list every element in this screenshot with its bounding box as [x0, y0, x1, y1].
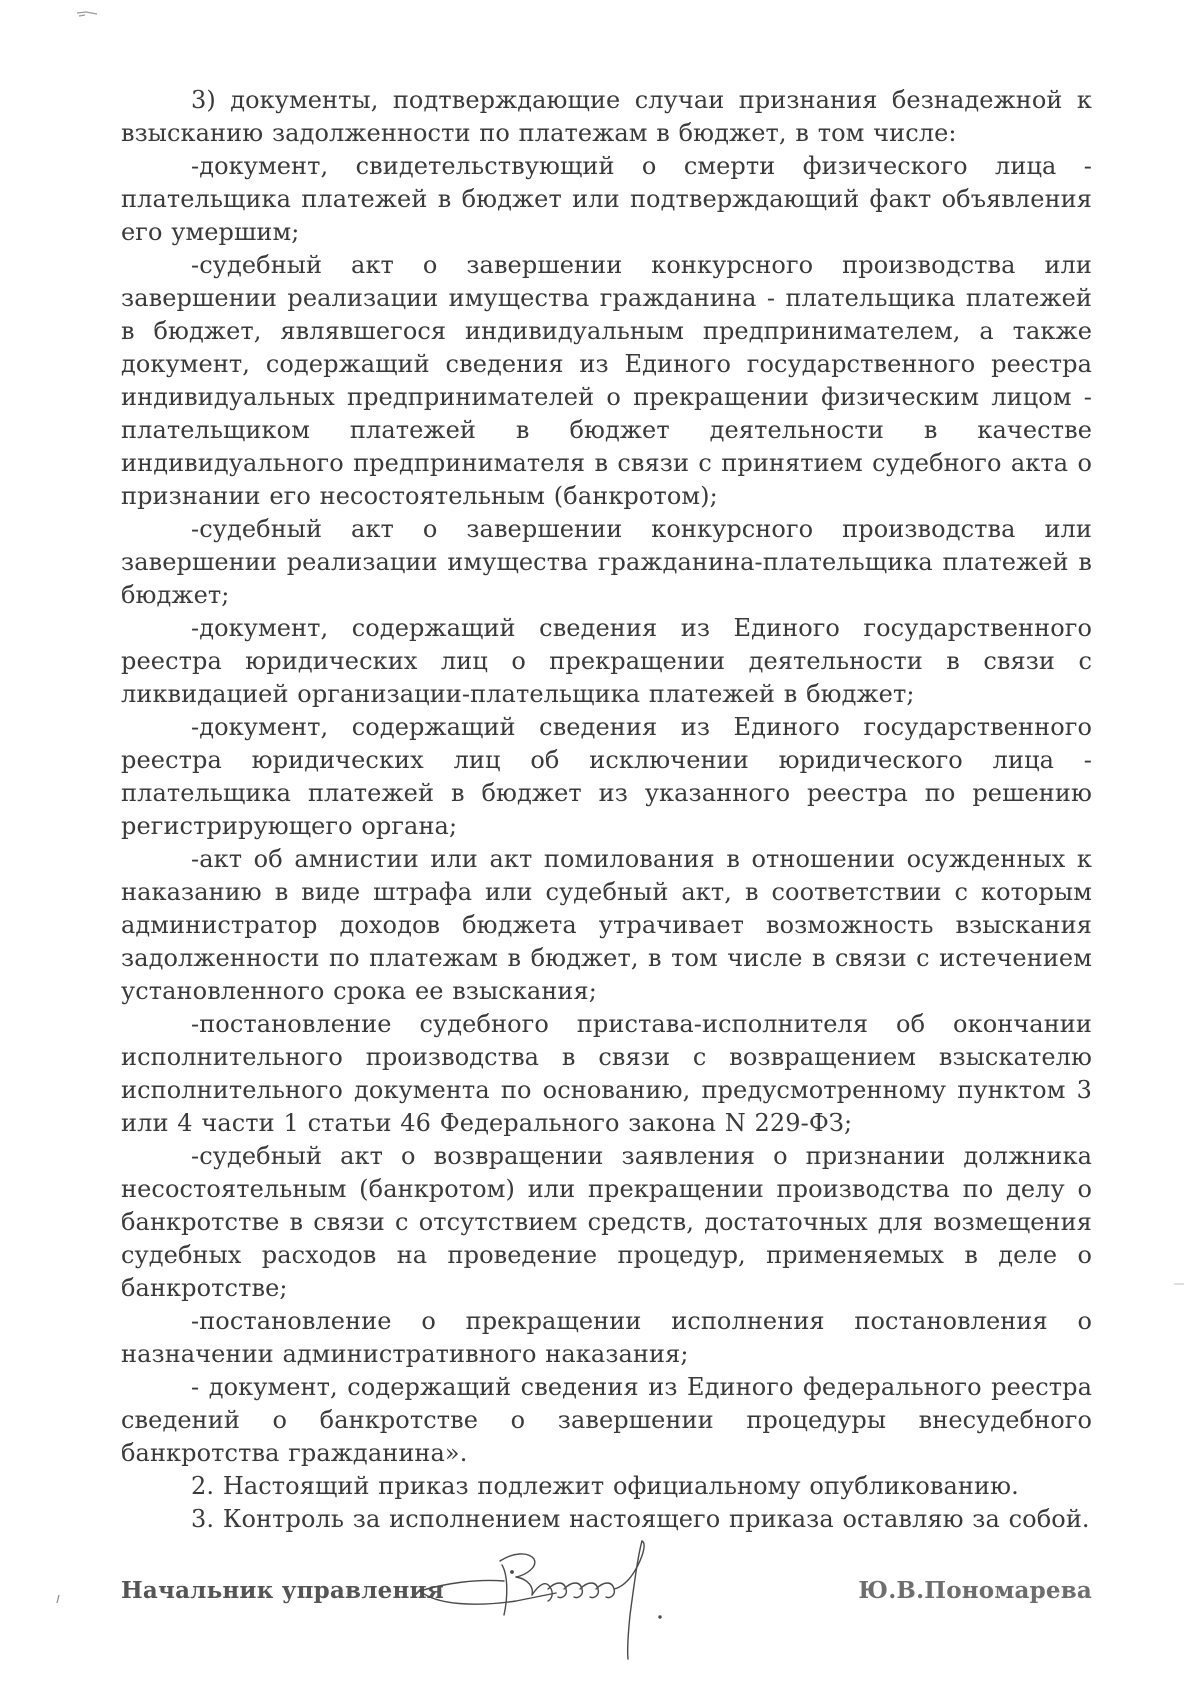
margin-tick: [1174, 1283, 1184, 1285]
paragraph-bailiff-resolution: -постановление судебного пристава-исполнителя об окончании исполнительного производства в связи с возвращением взыскателю исполнительного документа по основанию, предусмотренному пунктом 3 или 4 части 1 статьи 46 Федерального закона N 229-ФЗ;: [121, 1010, 1092, 1137]
paragraph-bankruptcy-return: -судебный акт о возвращении заявления о признании должника несостоятельным (банкротом) или прекращении производства по делу о банкротстве в связи с отсутствием средств, достаточных для возмещения судебных расходов на проведение процедур, применяемых в деле о банкротстве;: [121, 1142, 1092, 1302]
scan-artifact-mark: [76, 10, 98, 18]
handwritten-signature-icon: [416, 1535, 676, 1665]
paragraph-bankruptcy-entrepreneur: -судебный акт о завершении конкурсного производства или завершении реализации имущества гражданина - плательщика платежей в бюджет, являвшегося индивидуальным предпринимателем, а также документ, содержащий сведения из Единого государственного реестра индивидуальных предпринимателей о прекращении физическим лицом - плательщиком платежей в бюджет деятельности в качестве индивидуального предпринимателя в связи с принятием судебного акта о признании его несостоятельным (банкротом);: [121, 251, 1092, 510]
signatory-title: Начальник управления: [121, 1577, 444, 1604]
paragraph-out-of-court-bankruptcy: - документ, содержащий сведения из Единого федерального реестра сведений о банкротстве о завершении процедуры внесудебного банкротства гражданина».: [121, 1373, 1092, 1467]
signatory-name: Ю.В.Пономарева: [858, 1577, 1092, 1604]
paragraph-item-3: 3) документы, подтверждающие случаи признания безнадежной к взысканию задолженности по платежам в бюджет, в том числе:: [121, 86, 1092, 147]
paragraph-control: 3. Контроль за исполнением настоящего приказа оставляю за собой.: [191, 1505, 1090, 1533]
margin-mark: [56, 1594, 60, 1604]
paragraph-exclusion-from-register: -документ, содержащий сведения из Единого государственного реестра юридических лиц об исключении юридического лица - плательщика платежей в бюджет из указанного реестра по решению регистрирующего органа;: [121, 713, 1092, 840]
paragraph-amnesty: -акт об амнистии или акт помилования в отношении осужденных к наказанию в виде штрафа или судебный акт, в соответствии с которым администратор доходов бюджета утрачивает возможность взыскания задолженности по платежам в бюджет, в том числе в связи с истечением установленного срока ее взыскания;: [121, 845, 1092, 1005]
document-body: [121, 84, 1092, 1536]
paragraph-administrative-penalty: -постановление о прекращении исполнения постановления о назначении административного наказания;: [121, 1307, 1092, 1368]
paragraph-liquidation: -документ, содержащий сведения из Единого государственного реестра юридических лиц о прекращении деятельности в связи с ликвидацией организации-плательщика платежей в бюджет;: [121, 614, 1092, 708]
paragraph-bankruptcy-citizen: -судебный акт о завершении конкурсного производства или завершении реализации имущества гражданина-плательщика платежей в бюджет;: [121, 515, 1092, 609]
paragraph-publication: 2. Настоящий приказ подлежит официальному опубликованию.: [191, 1472, 1019, 1500]
paragraph-death-document: -документ, свидетельствующий о смерти физического лица - плательщика платежей в бюджет или подтверждающий факт объявления его умершим;: [121, 152, 1092, 246]
signature-block: [121, 1535, 1092, 1695]
